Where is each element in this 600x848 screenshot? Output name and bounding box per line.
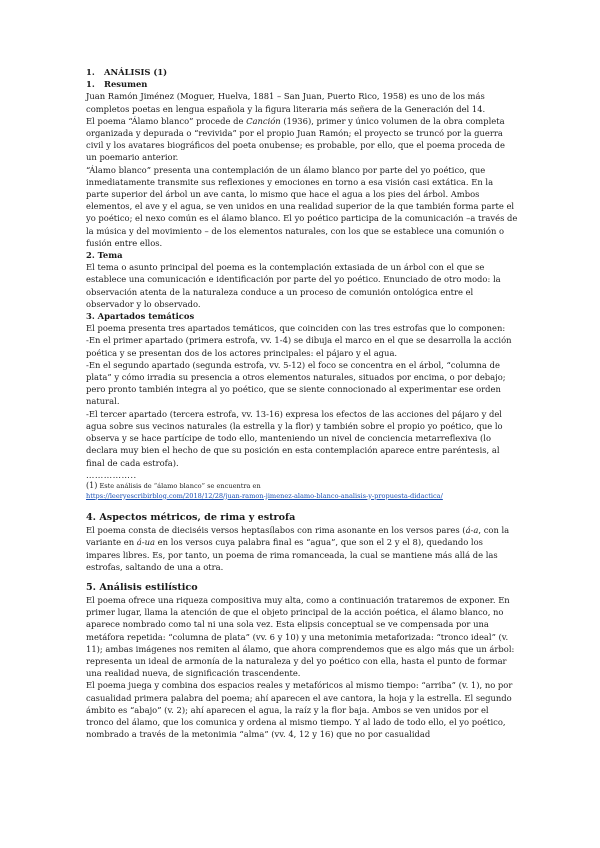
rhyme-term: á-a — [465, 525, 479, 536]
heading-resumen — [86, 78, 518, 90]
tema-heading: 2. Tema — [86, 250, 123, 261]
metrica-heading: 4. Aspectos métricos, de rima y estrofa — [86, 512, 296, 524]
book-title: Canción — [246, 115, 281, 126]
apartados-intro: El poema presenta tres apartados temáticos, que coinciden con las tres estrofas que lo componen: — [86, 323, 506, 334]
apartados-item-3: -El tercer apartado (tercera estrofa, vv. 13-16) expresa los efectos de las acciones del pájaro y del agua sobre sus vecinos naturales (la estrella y la flor) y también sobre el propio yo poético, que lo observa y se hace partícipe de todo ello, manteniendo un nivel de conciencia metarreflexiva (lo declara muy bien el hecho de que su posición en esta contemplación aparece entre paréntesis, al final de cada estrofa). — [86, 408, 503, 468]
estilistico-heading: 5. Análisis estilístico — [86, 581, 198, 593]
rhyme-term: á-ua — [136, 537, 156, 548]
text-span: en los versos cuya palabra final es “agua”, que son el 2 y el 8), quedando los impares libres. Es, por tanto, un poema de rima romanceada, la cual se mantiene más allá de las estrofas, saltando de una a otra. — [86, 537, 498, 572]
apartados-item-2: -En el segundo apartado (segunda estrofa, vv. 5-12) el foco se concentra en el árbol, “columna de plata” y cómo irradia su presencia a otros elementos naturales, situados por encima, o por debajo; pero pronto también integra al yo poético, que se siente connocionado al experimentar ese orden natural. — [86, 359, 506, 407]
heading-number: 1. — [86, 67, 95, 77]
tema-paragraph: El tema o asunto principal del poema es la contemplación extasiada de un árbol con el que se establece una comunicación e identificación por parte del yo poético. Enunciado de otro modo: la observación atenta de la naturaleza conduce a un proceso de comunión ontológica entre el observador y lo observado. — [86, 262, 501, 309]
resumen-paragraph-1: Juan Ramón Jiménez (Moguer, Huelva, 1881 – San Juan, Puerto Rico, 1958) es uno de los más completos poetas en lengua española y la figura literaria más señera de la Generación del 14. — [86, 91, 486, 114]
apartados-heading: 3. Apartados temáticos — [86, 311, 195, 322]
footnote-text: Este análisis de “álamo blanco” se encuentra en — [97, 481, 261, 490]
document-page — [86, 66, 518, 740]
text-span: (1936), primer y único volumen de la obra completa organizada y depurada o “revivida” por el propio Juan Ramón; el proyecto se truncó por la guerra civil y los avatares biográficos del poeta onubense; es probable, por ello, que el poema proceda de un poemario anterior. — [86, 115, 505, 163]
heading-analisis — [86, 66, 518, 78]
estilistico-paragraph-2: El poema juega y combina dos espacios reales y metafóricos al mismo tiempo: “arriba” (v. 1), no por casualidad primera palabra del poema; ahí aparecen el ave cantora, la hoja y la estrella. El segundo ámbito es “abajo” (v. 2); ahí aparecen el agua, la raíz y la flor baja. Ambos se ven unidos por el tronco del álamo, que los comunica y ordena al mismo tiempo. Y al lado de todo ello, el yo poético, nombrado a través de la metonimia “alma” (vv. 4, 12 y 16) que no por casualidad — [86, 680, 513, 740]
footnote-marker: (1) — [86, 480, 98, 490]
resumen-paragraph-2 — [86, 115, 518, 164]
text-span: El poema consta de dieciséis versos heptasílabos con rima asonante en los versos pares ( — [86, 525, 466, 536]
footnote — [86, 481, 518, 501]
footnote-separator: …………….. — [86, 469, 137, 480]
text-span: , con la variante en — [86, 525, 510, 548]
text-span: El poema “Álamo blanco” procede de — [86, 115, 247, 126]
estilistico-paragraph-1: El poema ofrece una riqueza compositiva muy alta, como a continuación trataremos de exponer. En primer lugar, llama la atención de que el objeto principal de la acción poética, el álamo blanco, no aparece nombrado como tal ni una sola vez. Esta elipsis conceptual se ve compensada por una metáfora repetida: “columna de plata” (vv. 6 y 10) y una metonimia metaforizada: “tronco ideal” (v. 11); ambas imágenes nos remiten al álamo, que ahora comprendemos que es algo más que un árbol: representa un ideal de armonía de la naturaleza y del yo poético con ella, hasta el punto de formar una realidad nueva, de significación trascendente. — [86, 594, 515, 679]
footnote-link[interactable]: https://leeryescribirblog.com/2018/12/28/juan-ramon-jimenez-alamo-blanco-analisis-y-propuesta-didactica/ — [86, 491, 443, 500]
metrica-paragraph — [86, 524, 518, 573]
apartados-item-1: -En el primer apartado (primera estrofa, vv. 1-4) se dibuja el marco en el que se desarrolla la acción poética y se presentan dos de los actores principales: el pájaro y el agua. — [86, 335, 512, 358]
heading-title: Resumen — [104, 79, 148, 90]
heading-number: 1. — [86, 79, 95, 90]
resumen-paragraph-3: “Álamo blanco” presenta una contemplación de un álamo blanco por parte del yo poético, que inmediatamente transmite sus reflexiones y emociones en torno a esa visión casi extática. En la parte superior del árbol un ave canta, lo mismo que hace el agua a los pies del árbol. Ambos elementos, el ave y el agua, se ven unidos en una realidad superior de la que también forma parte el yo poético; el nexo común es el álamo blanco. El yo poético participa de la comunicación –a través de la música y del movimiento – de los elementos naturales, con los que se establece una comunión o fusión entre ellos. — [86, 164, 518, 248]
heading-title: ANÁLISIS (1) — [104, 67, 168, 77]
